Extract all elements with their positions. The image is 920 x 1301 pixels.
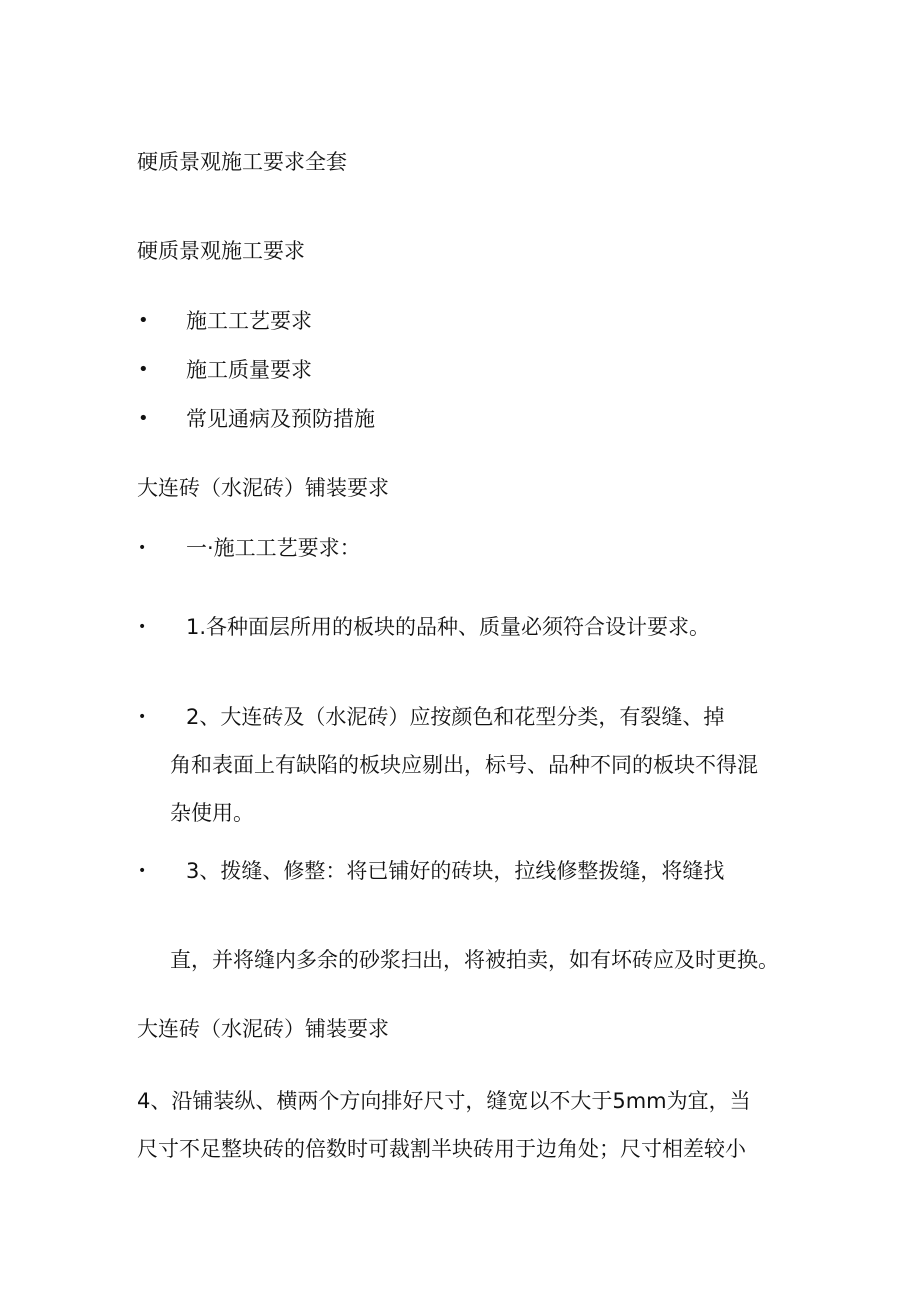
bullet-marker: •: [138, 863, 147, 879]
section-heading-paving: 大连砖（水泥砖）铺装要求: [137, 476, 389, 500]
list-item-3-line1: 3、拨缝、修整：将已铺好的砖块，拉线修整拨缝，将缝找: [186, 859, 725, 883]
section-heading-paving-repeat: 大连砖（水泥砖）铺装要求: [137, 1017, 389, 1041]
outline-item: 施工质量要求: [186, 358, 312, 382]
bullet-marker: •: [138, 540, 147, 556]
bullet-marker: •: [138, 310, 149, 331]
list-item-1: 1.各种面层所用的板块的品种、质量必须符合设计要求。: [186, 615, 711, 639]
bullet-marker: •: [138, 619, 147, 635]
bullet-marker: •: [138, 408, 149, 429]
list-item-3-line2: 直，并将缝内多余的砂浆扫出，将被拍卖，如有坏砖应及时更换。: [170, 948, 779, 972]
list-item-2-line3: 杂使用。: [170, 801, 254, 825]
bullet-marker: •: [138, 709, 147, 725]
document-title: 硬质景观施工要求全套: [137, 150, 347, 174]
outline-item: 施工工艺要求: [186, 309, 312, 333]
list-item-2-line2: 角和表面上有缺陷的板块应剔出，标号、品种不同的板块不得混: [170, 753, 758, 777]
paragraph-4-line1: 4、沿铺装纵、横两个方向排好尺寸，缝宽以不大于5mm为宜，当: [137, 1089, 751, 1113]
paragraph-4-line2: 尺寸不足整块砖的倍数时可裁割半块砖用于边角处；尺寸相差较小: [137, 1137, 746, 1161]
bullet-marker: •: [138, 359, 149, 380]
outline-item: 常见通病及预防措施: [186, 407, 375, 431]
list-item-process-heading: 一·施工工艺要求：: [186, 536, 361, 560]
list-item-2-line1: 2、大连砖及（水泥砖）应按颜色和花型分类，有裂缝、掉: [186, 705, 725, 729]
heading-hardscape-requirements: 硬质景观施工要求: [137, 239, 305, 263]
